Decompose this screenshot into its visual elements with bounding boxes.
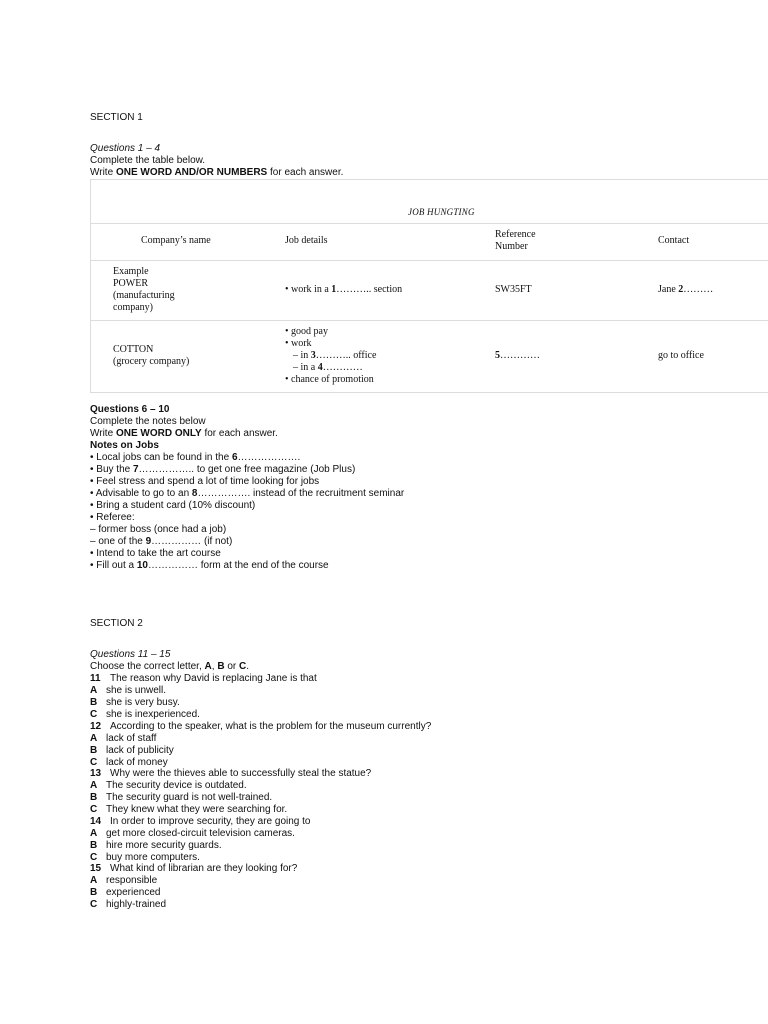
note-item: • Intend to take the art course — [90, 548, 221, 559]
note-item — [90, 488, 404, 500]
row2-detail-work: • work — [285, 338, 312, 349]
table-title: JOB HUNGTING — [408, 207, 475, 217]
option-text: The security guard is not well-trained. — [106, 792, 273, 803]
question-number: 11 — [90, 673, 101, 684]
row2-office-prefix: – in — [293, 350, 311, 361]
questions-1-4-label: Questions 1 – 4 — [90, 143, 161, 154]
row2-detail-pay: • good pay — [285, 326, 328, 337]
notes-write-prefix: Write — [90, 428, 116, 439]
note-item — [90, 536, 232, 548]
note-1-prefix: • Local jobs can be found in the — [90, 452, 232, 463]
blank-6-number: 6 — [231, 452, 238, 463]
notes-write-suffix: for each answer. — [201, 428, 278, 439]
question-number: 13 — [90, 768, 102, 779]
option-letter: A — [90, 875, 98, 886]
blank-7-dots: …………….. to get one free magazine (Job Plus) — [138, 464, 356, 475]
option-letter: B — [90, 697, 98, 708]
header-contact: Contact — [658, 235, 690, 246]
question-text: Why were the thieves able to successfully steal the statue? — [110, 768, 372, 779]
blank-5-number: 5 — [495, 350, 500, 361]
option-letter: B — [90, 792, 98, 803]
option-c[interactable] — [90, 899, 166, 911]
option-text: she is inexperienced. — [106, 709, 200, 720]
option-text: get more closed-circuit television cameras. — [106, 828, 295, 839]
row1-reference: SW35FT — [495, 284, 532, 295]
blank-8-number: 8 — [191, 488, 198, 499]
header-company-name: Company’s name — [141, 235, 211, 246]
blank-3-number: 3 — [310, 350, 316, 361]
option-b[interactable] — [90, 697, 180, 709]
table-divider — [91, 320, 768, 321]
option-a[interactable] — [90, 733, 156, 745]
question-15 — [90, 863, 297, 875]
note-item: • Referee: — [90, 512, 135, 523]
instr-letter-c: C — [239, 661, 247, 672]
row1-company-name: POWER — [113, 278, 148, 289]
note-item: • Bring a student card (10% discount) — [90, 500, 256, 511]
choose-letter-instruction — [90, 661, 249, 673]
question-number: 12 — [90, 721, 102, 732]
note-item — [90, 560, 329, 572]
option-letter: C — [90, 757, 98, 768]
option-letter: C — [90, 852, 98, 863]
instr-letter-a: A — [204, 661, 212, 672]
option-text: lack of publicity — [106, 745, 174, 756]
blank-2-dots: ……… — [683, 284, 714, 295]
option-c[interactable] — [90, 804, 287, 816]
blank-10-dots: …………… form at the end of the course — [147, 560, 329, 571]
header-reference-number: Reference Number — [495, 229, 536, 252]
option-c[interactable] — [90, 709, 200, 721]
questions-11-15-label: Questions 11 – 15 — [90, 649, 171, 660]
note-2-prefix: • Buy the — [90, 464, 133, 475]
notes-title — [90, 440, 159, 452]
questions-6-10-label — [90, 404, 169, 416]
write-prefix: Write — [90, 167, 116, 178]
note-10-prefix: • Fill out a — [90, 560, 137, 571]
blank-1-number: 1 — [331, 284, 337, 295]
table-divider — [91, 223, 768, 224]
row1-contact-prefix: Jane — [658, 284, 679, 295]
blank-2-number: 2 — [678, 284, 684, 295]
header-job-details: Job details — [285, 235, 328, 246]
row2-company-name: COTTON — [113, 344, 154, 355]
option-letter: A — [90, 828, 98, 839]
section-2-heading: SECTION 2 — [90, 618, 143, 629]
note-4-prefix: • Advisable to go to an — [90, 488, 192, 499]
blank-5-dots: ………… — [500, 350, 540, 361]
option-letter: C — [90, 899, 98, 910]
option-text: she is unwell. — [106, 685, 167, 696]
row2-contact: go to office — [658, 350, 704, 361]
blank-6-dots: ………………. — [237, 452, 301, 463]
blank-9-dots: …………… (if not) — [151, 536, 233, 547]
note-8-prefix: – one of the — [90, 536, 146, 547]
instr-end: . — [246, 661, 250, 672]
option-letter: B — [90, 887, 98, 898]
job-hunting-table — [90, 179, 768, 393]
question-text: The reason why David is replacing Jane is that — [110, 673, 317, 684]
option-b[interactable] — [90, 887, 160, 899]
row1-job-detail — [285, 284, 402, 296]
question-text: What kind of librarian are they looking for? — [110, 863, 298, 874]
option-a[interactable] — [90, 828, 295, 840]
row1-contact — [658, 284, 713, 296]
table-instruction: Complete the table below. — [90, 155, 206, 166]
row1-company-desc-2: company) — [113, 302, 153, 313]
blank-1-dots: ……….. section — [336, 284, 403, 295]
instr-prefix: Choose the correct letter, — [90, 661, 205, 672]
blank-9-number: 9 — [145, 536, 152, 547]
notes-word-limit-bold: ONE WORD ONLY — [115, 428, 202, 439]
question-11 — [90, 673, 317, 685]
question-text: In order to improve security, they are going to — [110, 816, 311, 827]
option-letter: B — [90, 745, 98, 756]
row1-company-example: Example — [113, 266, 149, 277]
row2-detail-in-a — [293, 362, 363, 374]
question-text: According to the speaker, what is the problem for the museum currently? — [110, 721, 432, 732]
row1-detail-prefix: • work in a — [285, 284, 332, 295]
question-number: 14 — [90, 816, 102, 827]
row2-in-a-prefix: – in a — [293, 362, 318, 373]
row2-detail-office — [293, 350, 376, 362]
question-13 — [90, 768, 371, 780]
option-letter: A — [90, 685, 98, 696]
option-letter: C — [90, 804, 98, 815]
row2-detail-promotion: • chance of promotion — [285, 374, 374, 385]
instr-letter-b: B — [217, 661, 225, 672]
blank-8-dots: ……………. instead of the recruitment seminar — [197, 488, 405, 499]
option-a[interactable] — [90, 780, 247, 792]
option-text: experienced — [106, 887, 161, 898]
option-a[interactable] — [90, 685, 166, 697]
option-text: highly-trained — [106, 899, 167, 910]
option-text: lack of staff — [106, 733, 157, 744]
option-letter: A — [90, 780, 98, 791]
question-14 — [90, 816, 310, 828]
row1-company-desc: (manufacturing — [113, 290, 175, 301]
notes-word-limit — [90, 428, 278, 440]
section-1-heading: SECTION 1 — [90, 112, 143, 123]
option-text: hire more security guards. — [106, 840, 222, 851]
question-12 — [90, 721, 431, 733]
option-text: lack of money — [106, 757, 168, 768]
instr-sep: , — [211, 661, 218, 672]
option-text: They knew what they were searching for. — [106, 804, 288, 815]
instr-or: or — [224, 661, 239, 672]
option-letter: C — [90, 709, 98, 720]
notes-instruction: Complete the notes below — [90, 416, 206, 427]
option-b[interactable] — [90, 792, 272, 804]
option-a[interactable] — [90, 875, 157, 887]
blank-7-number: 7 — [132, 464, 139, 475]
note-item: – former boss (once had a job) — [90, 524, 227, 535]
note-item: • Feel stress and spend a lot of time looking for jobs — [90, 476, 320, 487]
row2-company-desc: (grocery company) — [113, 356, 190, 367]
notes-title-text: Notes on Jobs — [90, 440, 159, 451]
word-limit-bold: ONE WORD AND/OR NUMBERS — [115, 167, 268, 178]
questions-6-10-heading: Questions 6 – 10 — [90, 404, 170, 415]
option-text: buy more computers. — [106, 852, 200, 863]
table-divider — [91, 260, 768, 261]
option-b[interactable] — [90, 840, 222, 852]
blank-4-number: 4 — [317, 362, 323, 373]
note-item — [90, 452, 300, 464]
blank-10-number: 10 — [136, 560, 148, 571]
option-letter: B — [90, 840, 98, 851]
word-limit-instruction — [90, 167, 343, 179]
row2-reference — [495, 350, 540, 362]
option-text: she is very busy. — [106, 697, 180, 708]
blank-4-dots: ………… — [322, 362, 363, 373]
option-b[interactable] — [90, 745, 174, 757]
blank-3-dots: ……….. office — [315, 350, 377, 361]
option-text: responsible — [106, 875, 158, 886]
option-letter: A — [90, 733, 98, 744]
option-text: The security device is outdated. — [106, 780, 247, 791]
note-item — [90, 464, 355, 476]
question-number: 15 — [90, 863, 102, 874]
write-suffix: for each answer. — [267, 167, 344, 178]
